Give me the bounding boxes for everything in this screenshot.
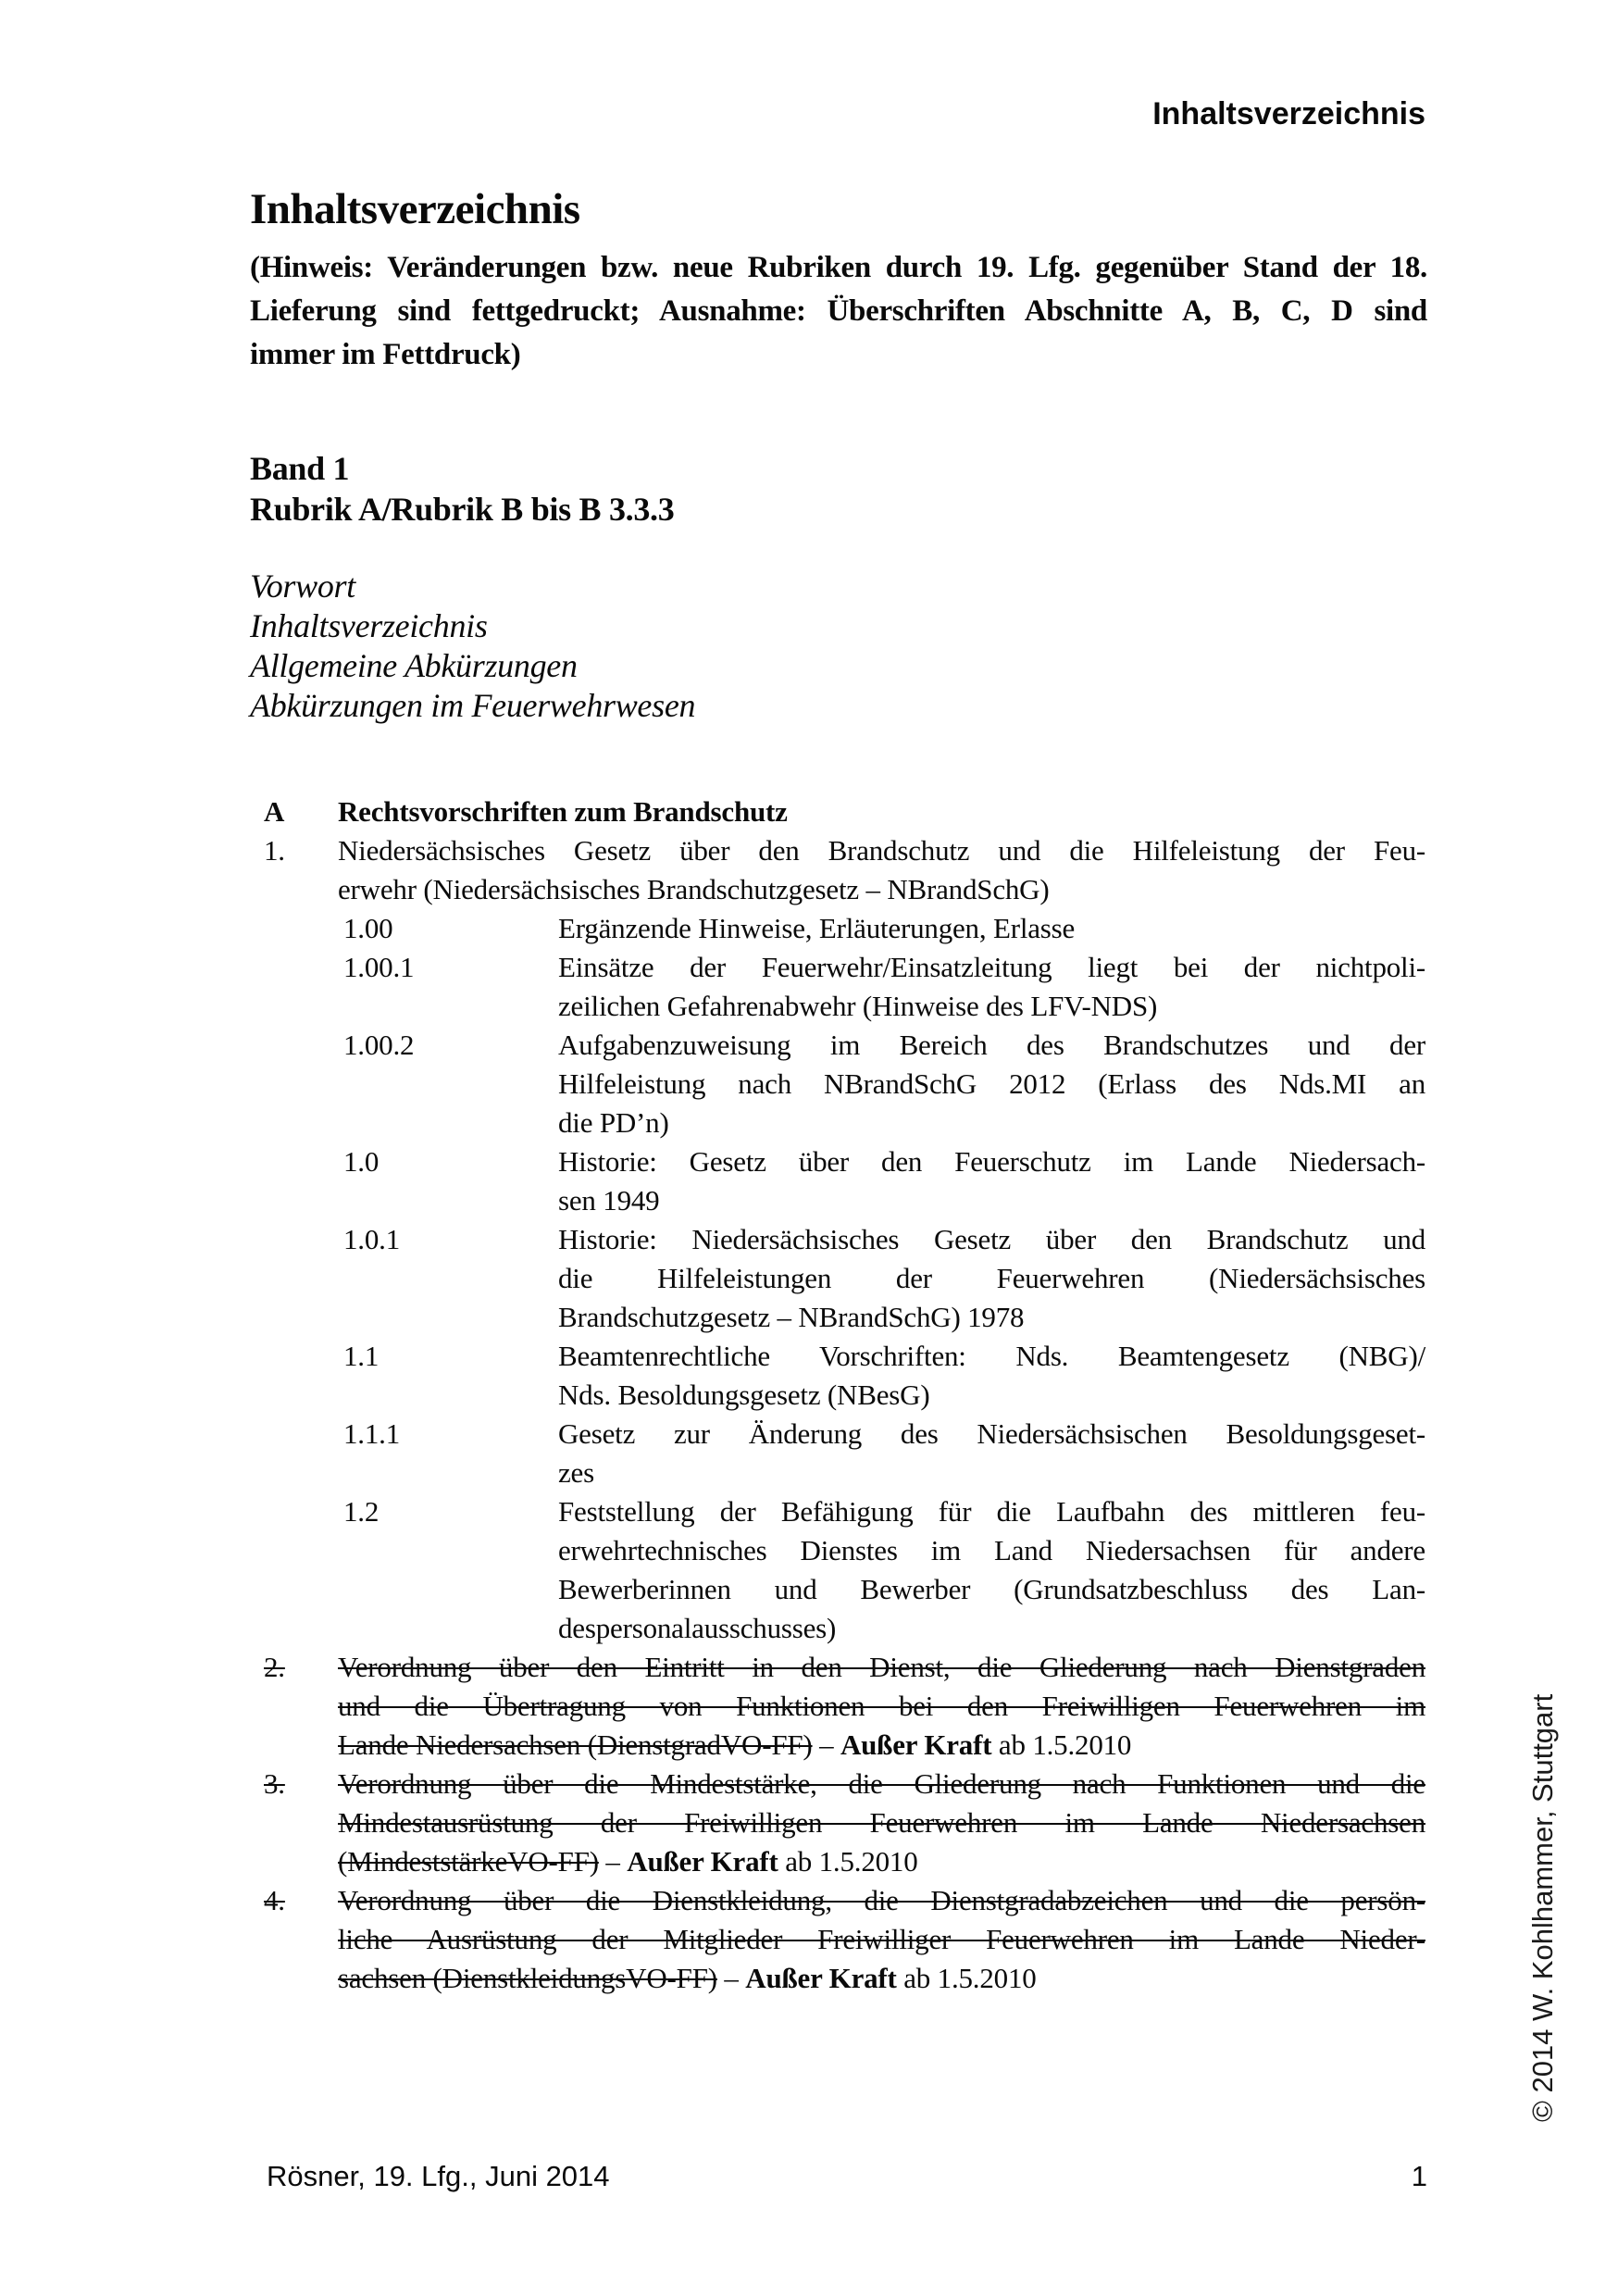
toc-subitem [250,1026,1427,1142]
footer-left: Rösner, 19. Lfg., Juni 2014 [267,2160,610,2192]
toc-line: liche Ausrüstung der Mitglieder Freiwilliger Feuerwehren im Lande Nieder- [338,1923,1425,1955]
toc-text [338,1881,1425,1998]
toc-number: 4. [264,1884,285,1916]
toc-line: Rechtsvorschriften zum Brandschutz [338,795,788,828]
band-line-2: Rubrik A/Rubrik B bis B 3.3.3 [250,491,675,528]
toc-text [558,1415,1425,1492]
toc-line: Bewerberinnen und Bewerber (Grundsatzbeschluss des Lan- [558,1573,1425,1605]
toc-item [250,1765,1427,1881]
footer-page-number: 1 [1411,2160,1427,2192]
toc-number: 1.0 [343,1145,380,1178]
toc-text [338,1648,1425,1765]
toc-text [558,1220,1425,1337]
effective-date: ab 1.5.2010 [991,1728,1132,1761]
toc-subitem [250,1337,1427,1415]
toc-text [558,1026,1425,1142]
toc-text [558,1337,1425,1415]
effective-date: ab 1.5.2010 [896,1962,1037,1994]
toc-line: Verordnung über die Dienstkleidung, die Dienstgradabzeichen und die persön- [338,1884,1425,1916]
toc-item [250,831,1427,909]
toc-line: die PD’n) [558,1106,669,1139]
toc-line: Nds. Besoldungsgesetz (NBesG) [558,1379,930,1411]
hint-line: Lieferung sind fettgedruckt; Ausnahme: Überschriften Abschnitte A, B, C, D sind [250,294,1427,328]
toc-line: despersonalausschusses) [558,1612,837,1644]
toc-line: zeilichen Gefahrenabwehr (Hinweise des LFV-NDS) [558,990,1158,1022]
toc-line: erwehrtechnisches Dienstes im Land Niedersachsen für andere [558,1534,1425,1566]
frontmatter-item: Vorwort [250,568,355,605]
toc-line: erwehr (Niedersächsisches Brandschutzgesetz – NBrandSchG) [338,873,1050,905]
toc-line: Brandschutzgesetz – NBrandSchG) 1978 [558,1301,1025,1333]
hint-line: immer im Fettdruck) [250,338,521,371]
ausser-kraft-label: Außer Kraft [745,1962,897,1994]
toc-line: und die Übertragung von Funktionen bei den Freiwilligen Feuerwehren im [338,1690,1425,1722]
toc-line: Einsätze der Feuerwehr/Einsatzleitung liegt bei der nichtpoli- [558,951,1425,983]
dash-separator: – [716,1962,746,1994]
toc-line: Historie: Gesetz über den Feuerschutz im Lande Niedersach- [558,1145,1425,1178]
toc-number: 1.0.1 [343,1223,401,1255]
toc-text [338,1765,1425,1881]
dash-separator: – [598,1845,628,1878]
toc-subitem [250,1142,1427,1220]
toc-text [558,909,1425,948]
toc-line: die Hilfeleistungen der Feuerwehren (Niedersächsisches [558,1262,1425,1294]
toc-line: Hilfeleistung nach NBrandSchG 2012 (Erlass des Nds.MI an [558,1067,1425,1100]
toc-line: Gesetz zur Änderung des Niedersächsischen Besoldungsgeset- [558,1417,1425,1450]
toc-text [558,948,1425,1026]
toc-final-line [338,1726,1425,1765]
toc-line: Verordnung über die Mindeststärke, die Gliederung nach Funktionen und die [338,1767,1425,1800]
toc-number: 1.1.1 [343,1417,401,1450]
toc-subitem [250,1415,1427,1492]
struck-text: (MindeststärkeVO-FF) [338,1845,599,1878]
frontmatter-item: Abkürzungen im Feuerwehrwesen [250,687,696,724]
toc-line: zes [558,1456,594,1489]
toc-subitem [250,1492,1427,1648]
page-title: Inhaltsverzeichnis [250,185,580,233]
struck-text: Lande Niedersachsen (DienstgradVO-FF) [338,1728,813,1761]
toc-number: 1.00.1 [343,951,415,983]
toc-line: Aufgabenzuweisung im Bereich des Brandschutzes und der [558,1029,1425,1061]
hint-paragraph [250,246,1427,377]
page-footer [267,2159,1427,2194]
toc-number: 1. [264,834,285,867]
toc-number: 3. [264,1767,285,1800]
toc-line: Verordnung über den Eintritt in den Dienst, die Gliederung nach Dienstgraden [338,1651,1425,1683]
band-line-1: Band 1 [250,450,350,487]
toc-number: 2. [264,1651,285,1683]
running-header: Inhaltsverzeichnis [1152,96,1425,131]
frontmatter-list [250,567,695,726]
band-block [250,448,674,530]
toc-text [558,1492,1425,1648]
toc-number: A [264,795,285,828]
toc-text [338,831,1425,909]
toc-line: Beamtenrechtliche Vorschriften: Nds. Beamtengesetz (NBG)/ [558,1340,1425,1372]
toc-subitem [250,1220,1427,1337]
toc-final-line [338,1959,1425,1998]
toc-line: sen 1949 [558,1184,660,1217]
toc-subitem [250,948,1427,1026]
effective-date: ab 1.5.2010 [778,1845,918,1878]
toc-list [250,792,1427,1998]
copyright-vertical: © 2014 W. Kohlhammer, Stuttgart [1526,1693,1559,2122]
toc-number: 1.00.2 [343,1029,415,1061]
toc-text [558,1142,1425,1220]
toc-number: 1.1 [343,1340,380,1372]
ausser-kraft-label: Außer Kraft [840,1728,992,1761]
dash-separator: – [812,1728,840,1761]
toc-number: 1.2 [343,1495,380,1528]
frontmatter-item: Allgemeine Abkürzungen [250,647,578,684]
toc-item [250,1648,1427,1765]
toc-subitem [250,909,1427,948]
toc-number: 1.00 [343,912,393,944]
toc-final-line [338,1842,1425,1881]
toc-item [250,792,1427,831]
ausser-kraft-label: Außer Kraft [627,1845,778,1878]
frontmatter-item: Inhaltsverzeichnis [250,607,488,644]
toc-line: Ergänzende Hinweise, Erläuterungen, Erlasse [558,912,1076,944]
toc-line: Mindestausrüstung der Freiwilligen Feuerwehren im Lande Niedersachsen [338,1806,1425,1839]
hint-line: (Hinweis: Veränderungen bzw. neue Rubriken durch 19. Lfg. gegenüber Stand der 18. [250,251,1427,284]
toc-line: Historie: Niedersächsisches Gesetz über den Brandschutz und [558,1223,1425,1255]
toc-line: Feststellung der Befähigung für die Laufbahn des mittleren feu- [558,1495,1425,1528]
toc-line: Niedersächsisches Gesetz über den Brandschutz und die Hilfeleistung der Feu- [338,834,1425,867]
toc-item [250,1881,1427,1998]
toc-text [338,792,1425,831]
struck-text: sachsen (DienstkleidungsVO-FF) [338,1962,717,1994]
